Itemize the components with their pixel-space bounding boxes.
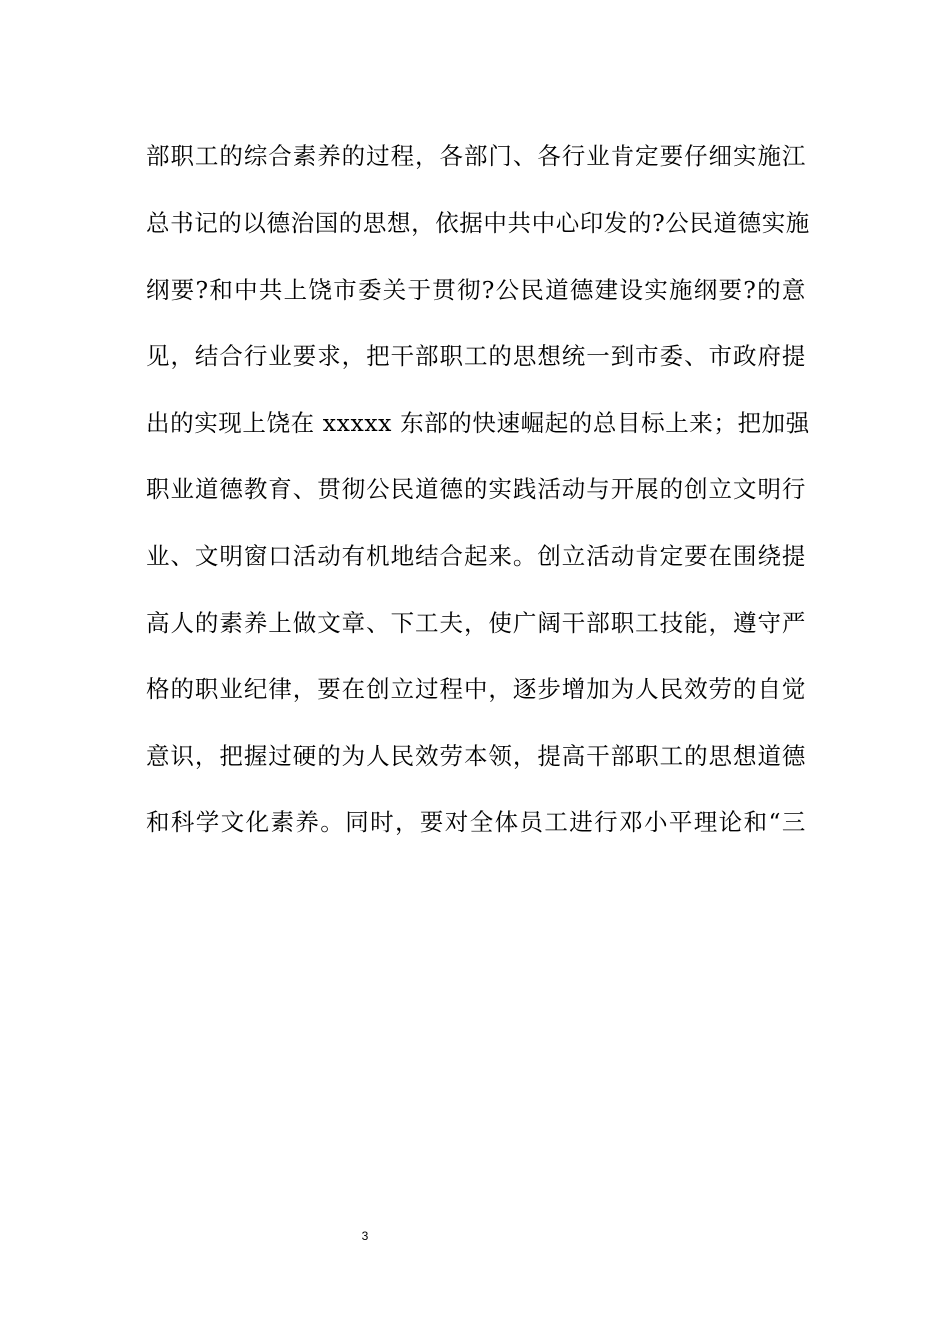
page-number: 3 xyxy=(361,1229,369,1243)
body-text-line: 职业道德教育、贯彻公民道德的实践活动与开展的创立文明行 xyxy=(146,475,806,503)
body-text-line: 出的实现上饶在 xxxxx 东部的快速崛起的总目标上来；把加强 xyxy=(146,409,810,437)
body-text-line: 意识，把握过硬的为人民效劳本领，提高干部职工的思想道德 xyxy=(146,742,806,770)
body-text-line: 和科学文化素养。同时，要对全体员工进行邓小平理论和“三 xyxy=(146,808,806,836)
body-text-line: 总书记的以德治国的思想，依据中共中心印发的?公民道德实施 xyxy=(146,209,810,237)
body-text-line: 纲要?和中共上饶市委关于贯彻?公民道德建设实施纲要?的意 xyxy=(146,276,806,304)
body-text-line: 见，结合行业要求，把干部职工的思想统一到市委、市政府提 xyxy=(146,342,806,370)
body-text-line: 格的职业纪律，要在创立过程中，逐步增加为人民效劳的自觉 xyxy=(146,675,806,703)
body-text-line: 高人的素养上做文章、下工夫，使广阔干部职工技能，遵守严 xyxy=(146,609,806,637)
body-text-line: 部职工的综合素养的过程，各部门、各行业肯定要仔细实施江 xyxy=(146,142,806,170)
body-text-line: 业、文明窗口活动有机地结合起来。创立活动肯定要在围绕提 xyxy=(146,542,806,570)
